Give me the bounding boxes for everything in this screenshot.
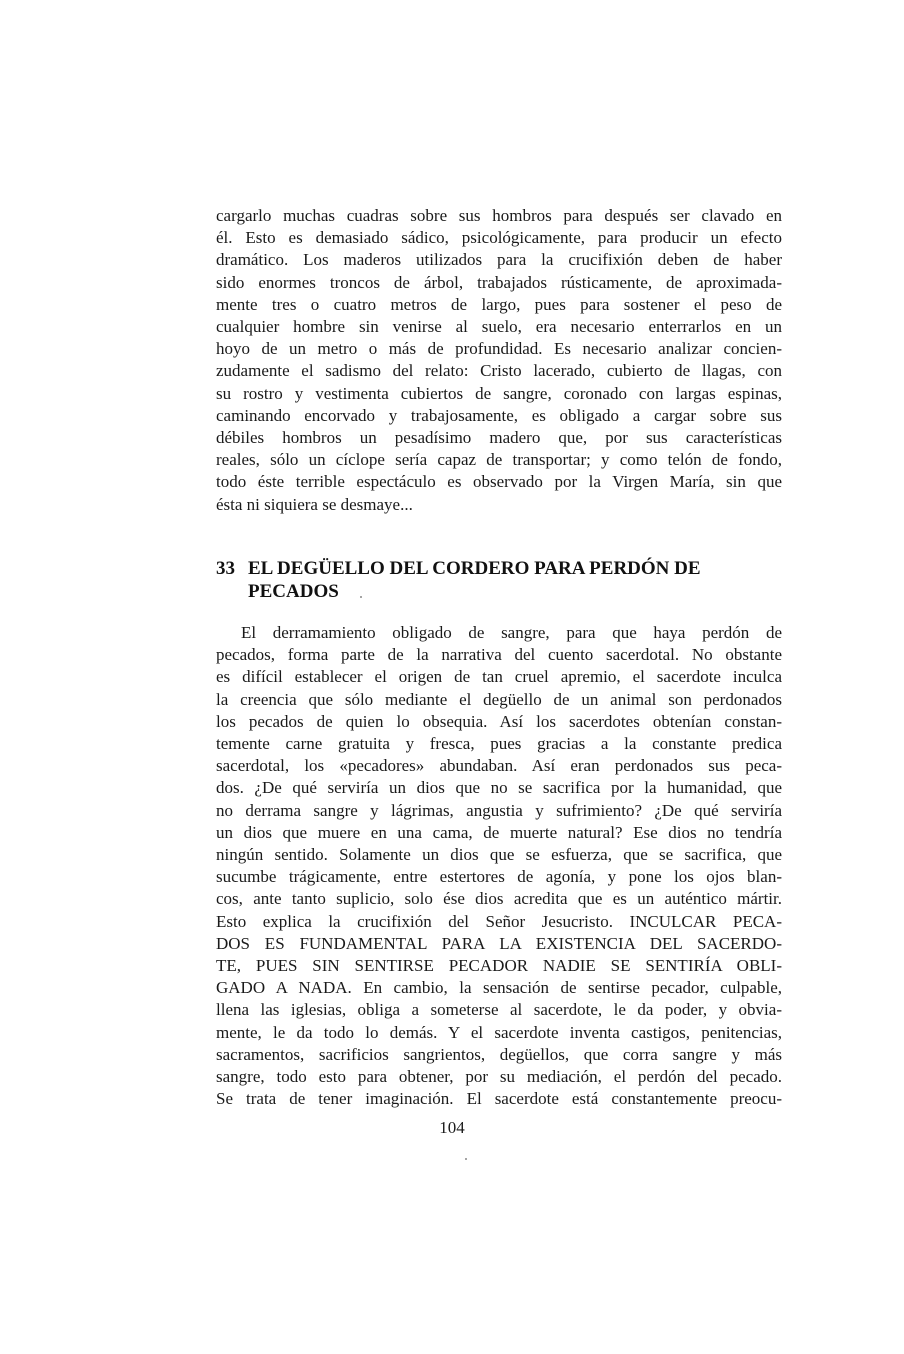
section-heading (216, 557, 782, 603)
scan-speck (360, 596, 362, 598)
text-line: dos. ¿De qué serviría un dios que no se sacrifica por la humanidad, que (216, 778, 782, 798)
text-line: llena las iglesias, obliga a someterse al sacerdote, le da poder, y obvia- (216, 1000, 782, 1020)
text-line: sucumbe trágicamente, entre estertores de agonía, y pone los ojos blan- (216, 867, 782, 887)
text-line: cos, ante tanto suplicio, solo ése dios acredita que es un auténtico mártir. (216, 889, 782, 909)
text-line: los pecados de quien lo obsequia. Así los sacerdotes obtenían constan- (216, 711, 782, 731)
paragraph-continued (216, 205, 782, 516)
text-line: GADO A NADA. En cambio, la sensación de sentirse pecador, culpable, (216, 978, 782, 998)
text-line: Esto explica la crucifixión del Señor Jesucristo. INCULCAR PECA- (216, 911, 782, 931)
text-line: ningún sentido. Solamente un dios que se esfuerza, que se sacrifica, que (216, 845, 782, 865)
text-line: pecados, forma parte de la narrativa del cuento sacerdotal. No obstante (216, 645, 782, 665)
scan-speck (465, 1158, 467, 1160)
page-number: 104 (439, 1118, 465, 1137)
text-line: reales, sólo un cíclope sería capaz de transportar; y como telón de fondo, (216, 450, 782, 470)
text-line: dramático. Los maderos utilizados para la crucifixión deben de haber (216, 250, 782, 270)
text-line: todo éste terrible espectáculo es observado por la Virgen María, sin que (216, 472, 782, 492)
text-line: no derrama sangre y lágrimas, angustia y sufrimiento? ¿De qué serviría (216, 800, 782, 820)
text-line: DOS ES FUNDAMENTAL PARA LA EXISTENCIA DEL SACERDO- (216, 933, 782, 953)
text-line: mente, le da todo lo demás. Y el sacerdote inventa castigos, penitencias, (216, 1022, 782, 1042)
text-line: ésta ni siquiera se desmaye... (216, 494, 413, 514)
section-number: 33 (216, 558, 235, 579)
text-line: El derramamiento obligado de sangre, para que haya perdón de (241, 623, 782, 642)
text-line: un dios que muere en una cama, de muerte natural? Ese dios no tendría (216, 822, 782, 842)
text-line: la creencia que sólo mediante el degüello de un animal son perdonados (216, 689, 782, 709)
text-line: Se trata de tener imaginación. El sacerdote está constantemente preocu- (216, 1089, 782, 1109)
text-line: sangre, todo esto para obtener, por su mediación, el perdón del pecado. (216, 1067, 782, 1087)
text-line: su rostro y vestimenta cubiertos de sangre, coronado con largas espinas, (216, 383, 782, 403)
section-title-line-2: PECADOS (248, 581, 339, 602)
section-title-line-1: EL DEGÜELLO DEL CORDERO PARA PERDÓN DE (248, 558, 701, 579)
text-line: TE, PUES SIN SENTIRSE PECADOR NADIE SE SENTIRÍA OBLI- (216, 956, 782, 976)
text-line: es difícil establecer el origen de tan cruel apremio, el sacerdote inculca (216, 667, 782, 687)
text-line: hoyo de un metro o más de profundidad. Es necesario analizar concien- (216, 339, 782, 359)
text-line: sacramentos, sacrificios sangrientos, degüellos, que corra sangre y más (216, 1044, 782, 1064)
text-line: caminando encorvado y trabajosamente, es obligado a cargar sobre sus (216, 405, 782, 425)
text-line: mente tres o cuatro metros de largo, pues para sostener el peso de (216, 294, 782, 314)
text-line: cualquier hombre sin venirse al suelo, era necesario enterrarlos en un (216, 317, 782, 337)
text-line: zudamente el sadismo del relato: Cristo lacerado, cubierto de llagas, con (216, 361, 782, 381)
text-line: temente carne gratuita y fresca, pues gracias a la constante predica (216, 734, 782, 754)
section-paragraph (216, 622, 782, 1110)
text-line: débiles hombros un pesadísimo madero que, por sus características (216, 428, 782, 448)
text-line: sacerdotal, los «pecadores» abundaban. Así eran perdonados sus peca- (216, 756, 782, 776)
text-line: él. Esto es demasiado sádico, psicológicamente, para producir un efecto (216, 228, 782, 248)
text-line: cargarlo muchas cuadras sobre sus hombros para después ser clavado en (216, 206, 782, 225)
text-line: sido enormes troncos de árbol, trabajados rústicamente, de aproximada- (216, 272, 782, 292)
